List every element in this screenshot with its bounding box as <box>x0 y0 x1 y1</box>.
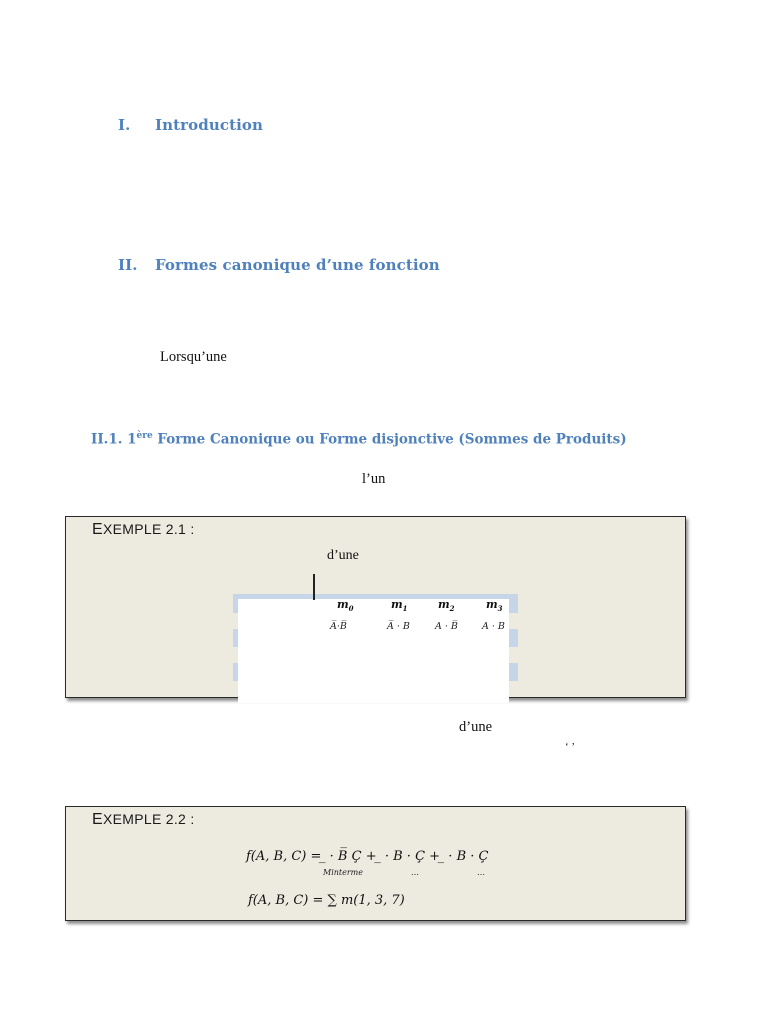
quote-marks: ‘ ’ <box>565 741 576 753</box>
subsection-title <box>91 431 627 448</box>
minterm-m2-letter: m <box>438 598 450 611</box>
subsection-prefix: II.1. 1 <box>91 431 137 448</box>
minterm-m3 <box>486 598 503 613</box>
minterm-expr-0: A̅·B̅ <box>330 621 347 632</box>
minterm-m3-index: 3 <box>497 604 503 614</box>
label-dots-1: … <box>411 868 419 877</box>
label-minterme: Minterme <box>323 868 363 877</box>
label-dots-2: … <box>477 868 485 877</box>
paragraph-lun: l’un <box>362 471 386 487</box>
minterm-expr-3: A · B <box>482 621 505 632</box>
minterm-m0 <box>337 598 354 613</box>
equation-sum-of-products: f(A, B, C) = ̲ · B̅ Ç + ̲ · B · Ç + ̲ · B · Ç <box>246 849 489 864</box>
subsection-sup: ère <box>136 431 153 441</box>
minterm-m1-letter: m <box>391 598 403 611</box>
example-2-1-title <box>92 521 195 539</box>
minterm-m1 <box>391 598 408 613</box>
paragraph-dune: d’une <box>459 719 493 735</box>
table-body <box>238 599 509 703</box>
example-2-2-box <box>65 806 686 921</box>
minterm-m1-index: 1 <box>402 604 408 614</box>
example-2-2-title-first: E <box>92 811 103 828</box>
section-2-title: Formes canonique d’une fonction <box>155 256 440 274</box>
text-cursor <box>313 574 315 600</box>
example-2-1-text: d’une <box>327 548 359 563</box>
minterm-expr-1: A̅ · B <box>387 621 410 632</box>
equation-minterm-sum: f(A, B, C) = ∑ m(1, 3, 7) <box>248 893 405 908</box>
example-2-2-title <box>92 811 195 829</box>
minterm-expr-2: A · B̅ <box>435 621 458 632</box>
subsection-text: Forme Canonique ou Forme disjonctive (Sommes de Produits) <box>152 431 627 448</box>
example-2-1-title-first: E <box>92 521 103 538</box>
example-2-2-title-rest: XEMPLE 2.2 : <box>102 811 195 827</box>
section-1-number: I. <box>118 116 131 134</box>
paragraph-lorsquune: Lorsqu’une <box>160 349 227 365</box>
minterm-m3-letter: m <box>486 598 498 611</box>
example-2-1-box <box>65 516 686 698</box>
minterm-m2 <box>438 598 455 613</box>
section-1-title: Introduction <box>155 116 264 134</box>
minterm-m0-letter: m <box>337 598 349 611</box>
example-2-1-title-rest: XEMPLE 2.1 : <box>102 521 195 537</box>
section-2-number: II. <box>118 256 138 274</box>
minterm-m0-index: 0 <box>348 604 354 614</box>
minterm-m2-index: 2 <box>449 604 455 614</box>
